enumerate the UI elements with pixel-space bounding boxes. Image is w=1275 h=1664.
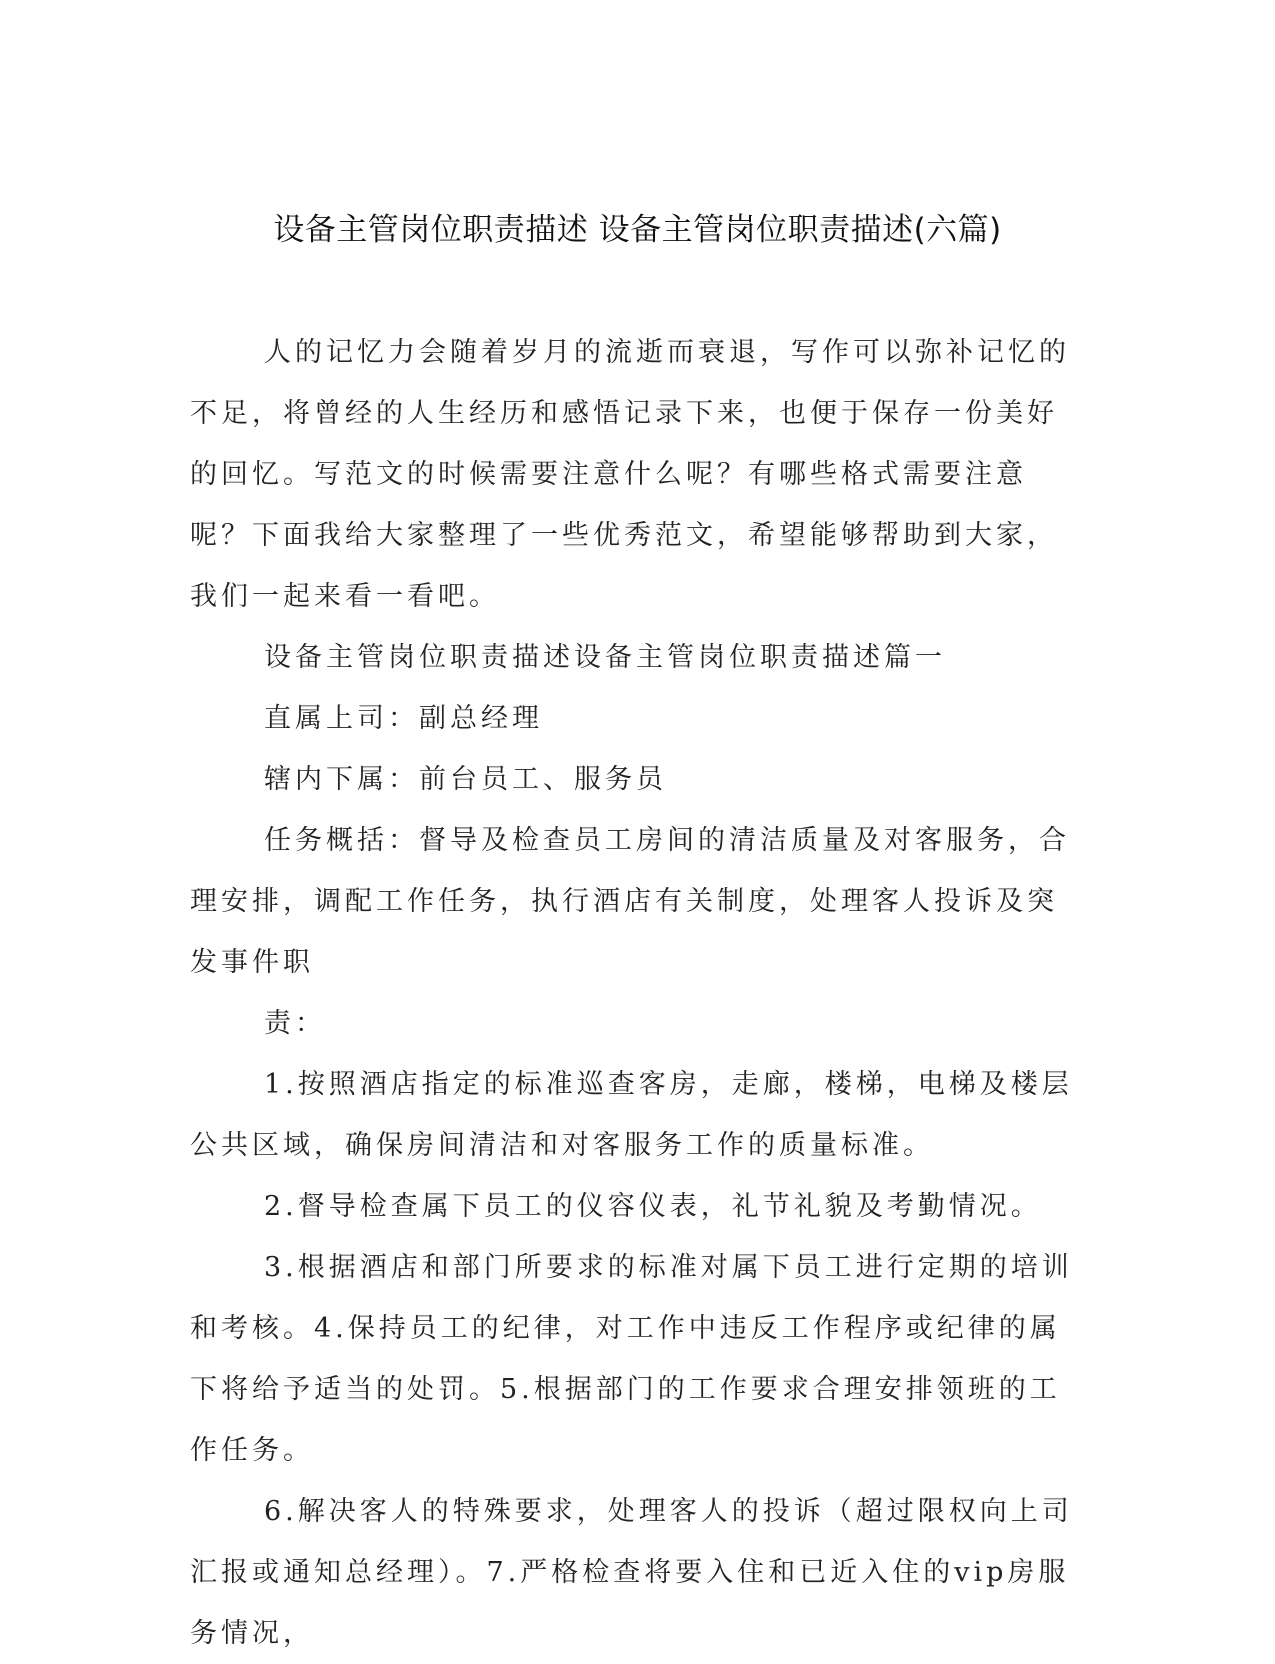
document-body bbox=[190, 322, 1080, 1664]
section-heading: 设备主管岗位职责描述设备主管岗位职责描述篇一 bbox=[264, 642, 946, 673]
supervisor-line: 直属上司：副总经理 bbox=[264, 703, 543, 734]
document-title: 设备主管岗位职责描述 设备主管岗位职责描述(六篇) bbox=[273, 212, 1002, 248]
task-summary-paragraph: 任务概括：督导及检查员工房间的清洁质量及对客服务，合理安排，调配工作任务，执行酒店有关制度，处理客人投诉及突发事件职 bbox=[190, 825, 1070, 978]
intro-paragraph: 人的记忆力会随着岁月的流逝而衰退，写作可以弥补记忆的不足，将曾经的人生经历和感悟记录下来，也便于保存一份美好的回忆。写范文的时候需要注意什么呢？有哪些格式需要注意呢？下面我给大家整理了一些优秀范文，希望能够帮助到大家，我们一起来看一看吧。 bbox=[190, 337, 1070, 612]
duties-label: 责： bbox=[264, 1008, 326, 1039]
subordinates-line: 辖内下属：前台员工、服务员 bbox=[264, 764, 667, 795]
duty-item-2: 2.督导检查属下员工的仪容仪表，礼节礼貌及考勤情况。 bbox=[264, 1191, 1042, 1222]
duty-item-3-5: 3.根据酒店和部门所要求的标准对属下员工进行定期的培训和考核。4.保持员工的纪律，对工作中违反工作程序或纪律的属下将给予适当的处罚。5.根据部门的工作要求合理安排领班的工作任务。 bbox=[190, 1252, 1073, 1466]
duty-item-6-7: 6.解决客人的特殊要求，处理客人的投诉（超过限权向上司汇报或通知总经理）。7.严格检查将要入住和已近入住的vip房服务情况， bbox=[190, 1496, 1073, 1649]
duty-item-1: 1.按照酒店指定的标准巡查客房，走廊，楼梯，电梯及楼层公共区域，确保房间清洁和对客服务工作的质量标准。 bbox=[190, 1069, 1073, 1161]
